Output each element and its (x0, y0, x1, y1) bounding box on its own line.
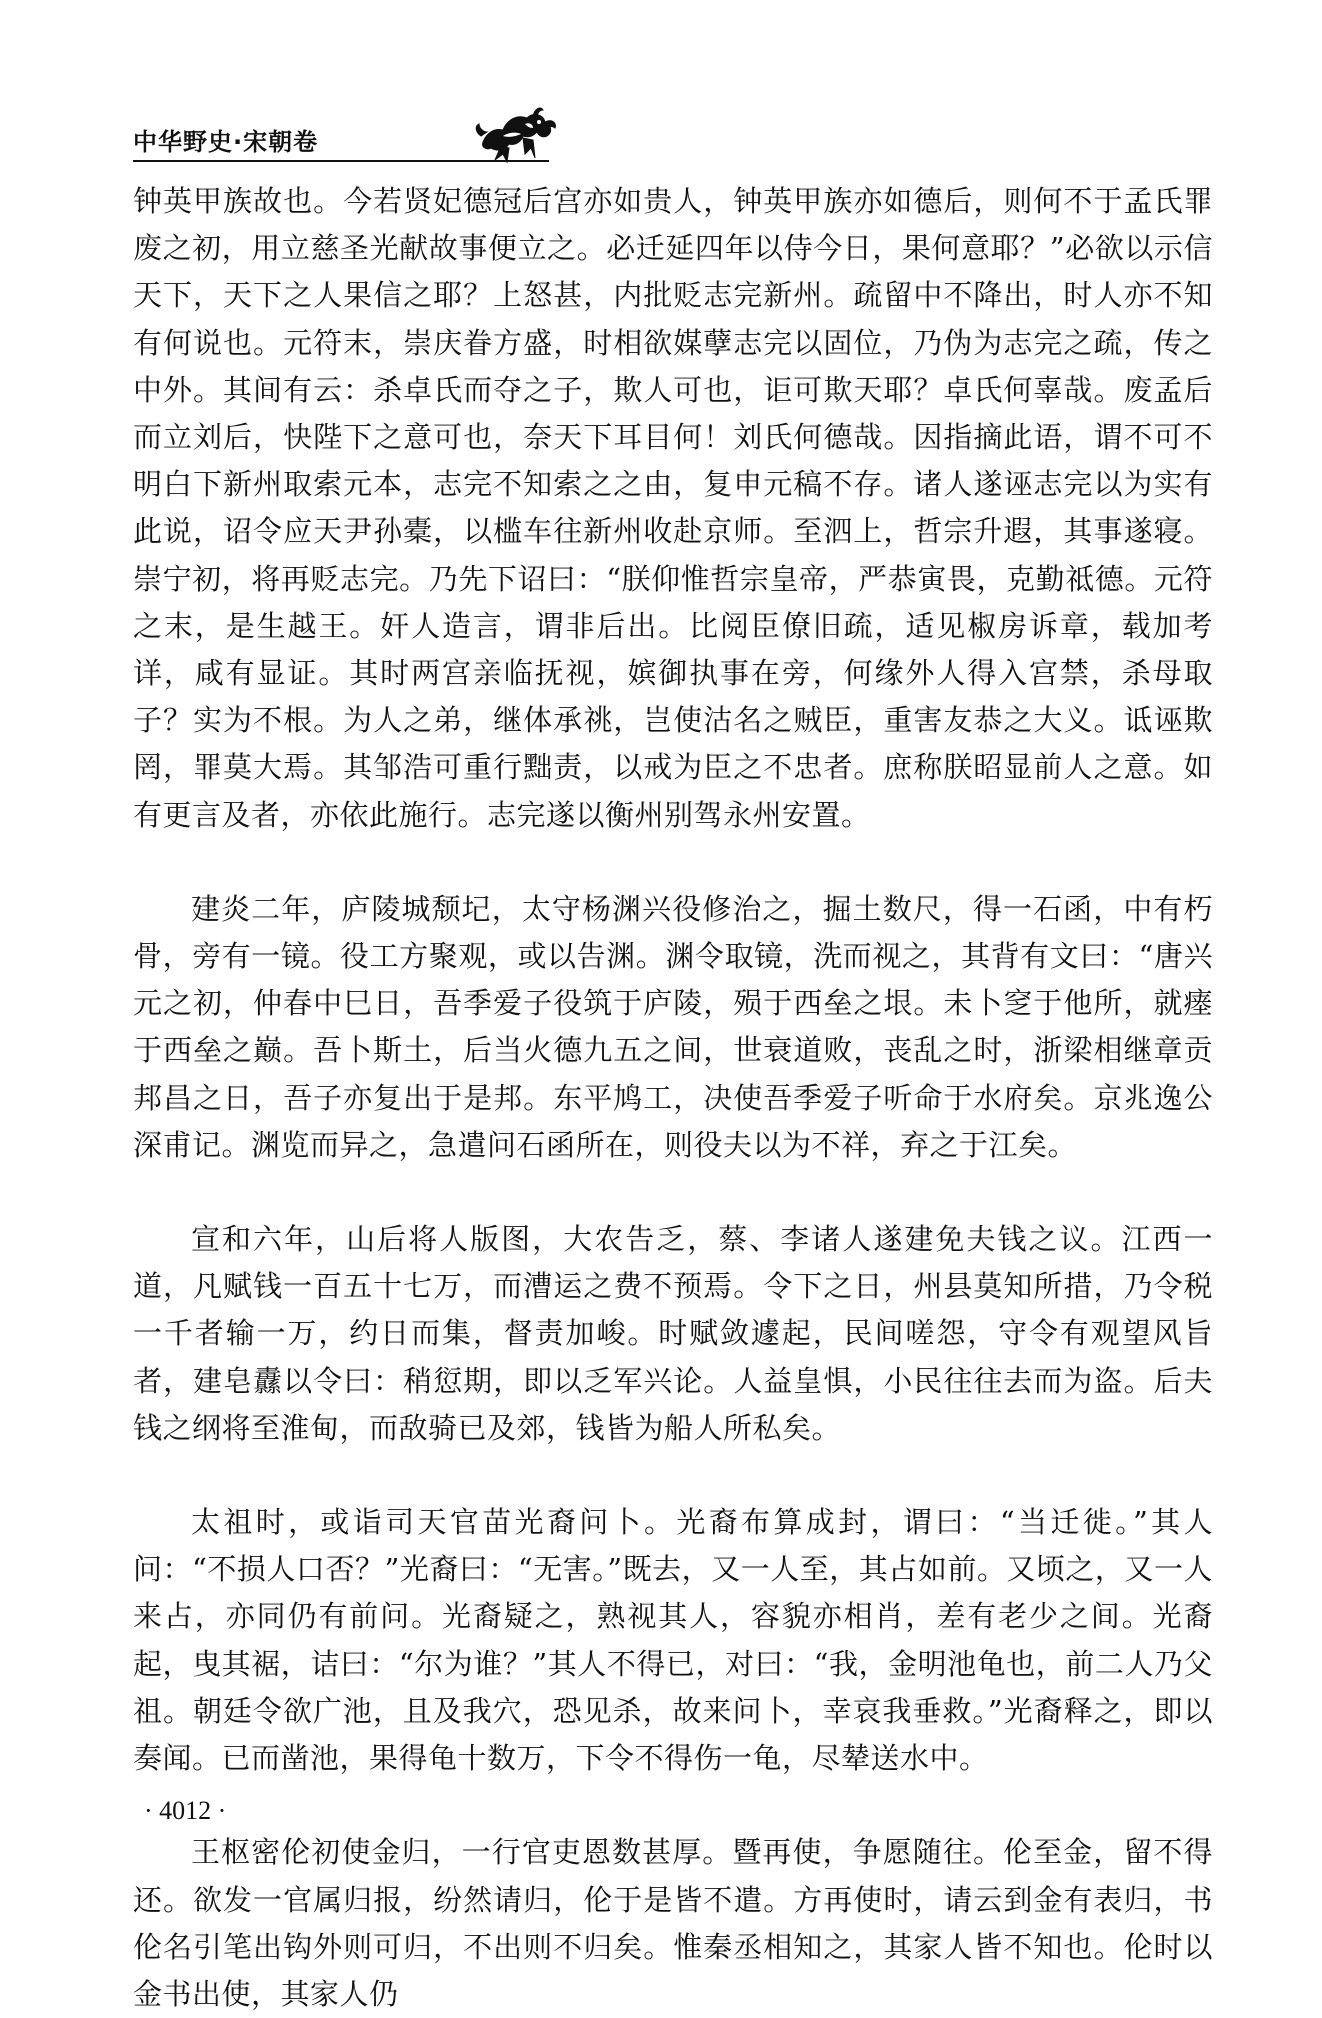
page-number: · 4012 · (144, 1796, 227, 1825)
book-title: 中华野史·宋朝卷 (133, 128, 319, 156)
body-text (133, 178, 1213, 2018)
paragraph-wang-lun: 王枢密伦初使金归，一行官吏恩数甚厚。暨再使，争愿随往。伦至金，留不得还。欲发一官属归报，纷然请归，伦于是皆不遣。方再使时，请云到金有表归，书伦名引笔出钩外则可归，不出则不归矣。惟秦丞相知之，其家人皆不知也。伦时以金书出使，其家人仍 (133, 1835, 1213, 2011)
running-header (133, 112, 549, 168)
paragraph-jinming-turtle: 太祖时，或诣司天官苗光裔问卜。光裔布算成封，谓曰：“当迁徙。”其人问：“不损人口否？”光裔曰：“无害。”既去，又一人至，其占如前。又顷之，又一人来占，亦同仍有前问。光裔疑之，熟视其人，容貌亦相肖，差有老少之间。光裔起，曳其裾，诘曰：“尔为谁？”其人不得已，对曰：“我，金明池龟也，前二人乃父祖。朝廷令欲广池，且及我穴，恐见杀，故来问卜，幸哀我垂救。”光裔释之，即以奏闻。已而凿池，果得龟十数万，下令不得伤一龟，尽辇送水中。 (133, 1505, 1213, 1776)
dragon-emblem-icon (473, 102, 559, 166)
paragraph-zou-hao: 钟英甲族故也。今若贤妃德冠后宫亦如贵人，钟英甲族亦如德后，则何不于孟氏罪废之初，用立慈圣光献故事便立之。必迁延四年以侍今日，果何意耶？”必欲以示信天下，天下之人果信之耶？上怒甚，内批贬志完新州。疏留中不降出，时人亦不知有何说也。元符末，崇庆眷方盛，时相欲媒孽志完以固位，乃伪为志完之疏，传之中外。其间有云：杀卓氏而夺之子，欺人可也，讵可欺天耶？卓氏何辜哉。废孟后而立刘后，快陛下之意可也，奈天下耳目何！刘氏何德哉。因指摘此语，谓不可不明白下新州取索元本，志完不知索之之由，复申元稿不存。诸人遂诬志完以为实有此说，诏令应天尹孙橐，以槛车往新州收赴京师。至泗上，哲宗升遐，其事遂寝。崇宁初，将再贬志完。乃先下诏曰：“朕仰惟哲宗皇帝，严恭寅畏，克勤祗德。元符之末，是生越王。奸人造言，谓非后出。比阅臣僚旧疏，适见椒房诉章，载加考详，咸有显证。其时两宫亲临抚视，嫔御执事在旁，何缘外人得入宫禁，杀母取子？实为不根。为人之弟，继体承祧，岂使沽名之贼臣，重害友恭之大义。诋诬欺罔，罪莫大焉。其邹浩可重行黜责，以戒为臣之不忠者。庶称朕昭显前人之意。如有更言及者，亦依此施行。志完遂以衡州别驾永州安置。 (133, 184, 1213, 832)
paragraph-luling-mirror: 建炎二年，庐陵城颓圮，太守杨渊兴役修治之，掘土数尺，得一石函，中有朽骨，旁有一镜。役工方聚观，或以告渊。渊令取镜，洗而视之，其背有文曰：“唐兴元之初，仲春中巳日，吾季爱子役筑于庐陵，殒于西垒之垠。未卜窆于他所，就瘗于西垒之巅。吾卜斯土，后当火德九五之间，世衰道败，丧乱之时，浙梁相继章贡邦昌之日，吾子亦复出于是邦。东平鸠工，决使吾季爱子听命于水府矣。京兆逸公深甫记。渊览而异之，急遣问石函所在，则役夫以为不祥，弃之于江矣。 (133, 891, 1213, 1162)
header-rule (133, 160, 549, 162)
paragraph-mianfu-tax: 宣和六年，山后将人版图，大农告乏，蔡、李诸人遂建免夫钱之议。江西一道，凡赋钱一百五十七万，而漕运之费不预焉。令下之日，州县莫知所措，乃令税一千者输一万，约日而集，督责加峻。时赋敛遽起，民间嗟怨，守令有观望风旨者，建皂纛以令曰：稍愆期，即以乏军兴论。人益皇惧，小民往往去而为盗。后夫钱之纲将至淮甸，而敌骑已及郊，钱皆为船人所私矣。 (133, 1222, 1213, 1445)
